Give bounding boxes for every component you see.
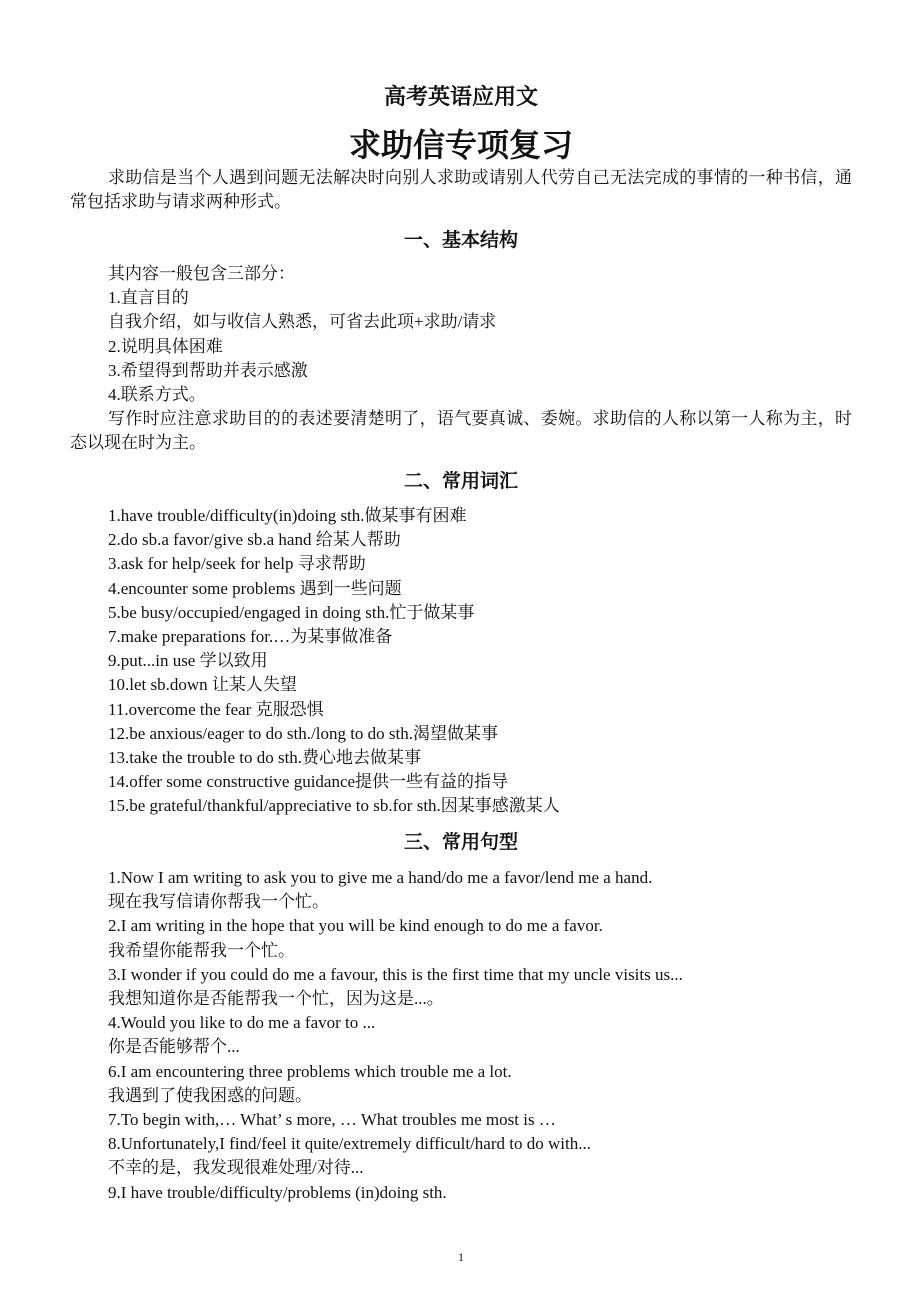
list-item: 2.I am writing in the hope that you will be kind enough to do me a favor. <box>108 916 603 936</box>
sentence-list <box>70 866 852 1205</box>
list-item: 14.offer some constructive guidance提供一些有益的指导 <box>108 772 509 792</box>
list-item: 2.do sb.a favor/give sb.a hand 给某人帮助 <box>108 530 401 550</box>
paragraph-line: 自我介绍，如与收信人熟悉，可省去此项+求助/请求 <box>108 312 497 332</box>
list-item: 不幸的是，我发现很难处理/对待... <box>108 1158 364 1178</box>
list-item: 我希望你能帮我一个忙。 <box>108 940 295 960</box>
list-item: 9.put...in use 学以致用 <box>108 651 268 671</box>
list-item: 我遇到了使我困惑的问题。 <box>108 1085 312 1105</box>
intro-text: 求助信是当个人遇到问题无法解决时向别人求助或请别人代劳自己无法完成的事情的一种书信，通常包括求助与请求两种形式。 <box>70 168 852 212</box>
list-item: 你是否能够帮个... <box>108 1037 240 1057</box>
list-item: 10.let sb.down 让某人失望 <box>108 675 297 695</box>
list-item: 8.Unfortunately,I find/feel it quite/extremely difficult/hard to do with... <box>108 1134 591 1154</box>
list-item: 4.Would you like to do me a favor to ... <box>108 1013 376 1033</box>
list-item: 5.be busy/occupied/engaged in doing sth.忙于做某事 <box>108 602 475 622</box>
list-item: 7.make preparations for.…为某事做准备 <box>108 627 393 647</box>
list-item: 7.To begin with,… What’ s more, … What troubles me most is … <box>108 1110 556 1130</box>
list-item: 11.overcome the fear 克服恐惧 <box>108 699 324 719</box>
list-item: 13.take the trouble to do sth.费心地去做某事 <box>108 748 422 768</box>
document-subtitle: 求助信专项复习 <box>348 126 573 164</box>
paragraph-line: 3.希望得到帮助并表示感激 <box>108 360 308 380</box>
list-item: 9.I have trouble/difficulty/problems (in)doing sth. <box>108 1182 447 1202</box>
list-item: 12.be anxious/eager to do sth./long to do sth.渴望做某事 <box>108 723 499 743</box>
page-number: 1 <box>458 1250 464 1264</box>
section-vocabulary <box>70 469 852 819</box>
paragraph-line: 1.直言目的 <box>108 288 189 308</box>
list-item: 3.I wonder if you could do me a favour, this is the first time that my uncle visits us... <box>108 964 683 984</box>
paragraph-line: 其内容一般包含三部分： <box>108 264 295 283</box>
section-heading: 一、基本结构 <box>403 229 518 251</box>
section-body <box>70 262 852 456</box>
paragraph-line: 4.联系方式。 <box>108 385 206 405</box>
paragraph-line: 写作时应注意求助目的的表述要清楚明了，语气要真诚、委婉。求助信的人称以第一人称为主，时态以现在时为主。 <box>70 409 852 453</box>
section-structure <box>70 228 852 456</box>
list-item: 1.have trouble/difficulty(in)doing sth.做某事有困难 <box>108 506 467 525</box>
document-title: 高考英语应用文 <box>383 85 538 110</box>
section-sentences <box>70 830 852 1205</box>
list-item: 15.be grateful/thankful/appreciative to sb.for sth.因某事感激某人 <box>108 796 560 816</box>
list-item: 6.I am encountering three problems which trouble me a lot. <box>108 1061 512 1081</box>
intro-paragraph <box>70 166 852 214</box>
paragraph-line: 2.说明具体困难 <box>108 336 223 356</box>
list-item: 3.ask for help/seek for help 寻求帮助 <box>108 554 366 574</box>
list-item: 1.Now I am writing to ask you to give me a hand/do me a favor/lend me a hand. <box>108 868 653 887</box>
section-heading: 三、常用句型 <box>403 831 518 853</box>
list-item: 现在我写信请你帮我一个忙。 <box>108 892 329 912</box>
section-heading: 二、常用词汇 <box>403 470 518 492</box>
vocabulary-list <box>70 504 852 819</box>
list-item: 我想知道你是否能帮我一个忙，因为这是...。 <box>108 989 444 1009</box>
list-item: 4.encounter some problems 遇到一些问题 <box>108 578 402 598</box>
